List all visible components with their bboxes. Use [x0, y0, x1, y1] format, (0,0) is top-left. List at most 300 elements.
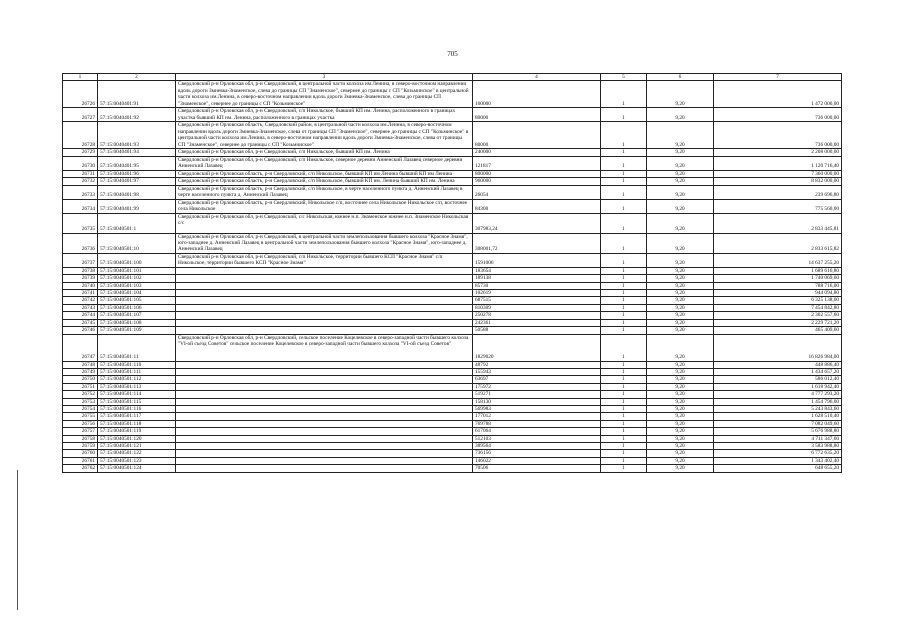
location-description	[176, 442, 473, 449]
total-value: 239 696,80	[714, 185, 842, 199]
cadastral-number: 57:15:0040501:109	[98, 327, 176, 334]
area-value: 85730	[473, 282, 601, 289]
table-body	[63, 74, 842, 473]
area-value: 146022	[473, 457, 601, 464]
total-value: 5 243 843,60	[714, 405, 842, 412]
row-number: 26740	[63, 282, 98, 289]
column-5-value: 1	[601, 420, 647, 427]
area-value: 1591006	[473, 253, 601, 267]
cadastral-number: 57:15:0040401:96	[98, 170, 176, 177]
column-5-value: 1	[601, 428, 647, 435]
rate-value: 9,20	[647, 413, 714, 420]
total-value: 1 454 796,00	[714, 398, 842, 405]
area-value: 736156	[473, 450, 601, 457]
rate-value: 9,20	[647, 290, 714, 297]
area-value: 175972	[473, 383, 601, 390]
table-row	[63, 233, 842, 253]
cadastral-number: 57:15:0040501:110	[98, 361, 176, 368]
table-row	[63, 327, 842, 334]
row-number: 26730	[63, 156, 98, 170]
table-row	[63, 420, 842, 427]
table-row	[63, 391, 842, 398]
total-value: 7 082 049,60	[714, 420, 842, 427]
column-5-value: 1	[601, 398, 647, 405]
cadastral-number: 57:15:0040401:99	[98, 199, 176, 213]
column-5-value: 1	[601, 319, 647, 326]
column-5-value: 1	[601, 170, 647, 177]
table-row	[63, 368, 842, 375]
rate-value: 9,20	[647, 327, 714, 334]
area-value: 155943	[473, 368, 601, 375]
column-5-value: 1	[601, 457, 647, 464]
header-cell: 6	[647, 74, 714, 81]
row-number: 26743	[63, 304, 98, 311]
table-row	[63, 383, 842, 390]
rate-value: 9,20	[647, 442, 714, 449]
cadastral-number: 57:15:0040501:108	[98, 319, 176, 326]
total-value: 648 655,20	[714, 465, 842, 472]
cadastral-number: 57:15:0040501:116	[98, 405, 176, 412]
location-description: Свердловский р-н Орловская обл, р-н Свердловский, с/п Никольское, территории бывшего КСП "Красное Знамя" с/п Никольское, территории бывшего КСП "Красное Знамя"	[176, 253, 473, 267]
column-5-value: 1	[601, 376, 647, 383]
area-value: 70506	[473, 465, 601, 472]
rate-value: 9,20	[647, 368, 714, 375]
location-description: Свердловский р-н Орловская обл, р-н Свердловский, сельское поселение Коцелевское в северо-западной части бывшего колхоза "VI-ой съезд Советов" сельское поселение Коцелевское в северо-западной части бывшего колхоза "VI-ой съезд Советов"	[176, 334, 473, 361]
header-cell: 1	[63, 74, 98, 81]
column-5-value: 1	[601, 267, 647, 274]
location-description	[176, 398, 473, 405]
row-number: 26736	[63, 233, 98, 253]
rate-value: 9,20	[647, 391, 714, 398]
location-description	[176, 327, 473, 334]
table-row	[63, 178, 842, 185]
total-value: 1 434 657,20	[714, 368, 842, 375]
location-description: Свердловский р-н Орловская область, р-н Свердловский, с/п Никольское, в черте населенного пункта д. Анненский Лазавец в черте населенного пункта д. Анненский Лазавец	[176, 185, 473, 199]
total-value: 4 711 347,60	[714, 435, 842, 442]
rate-value: 9,20	[647, 435, 714, 442]
table-row	[63, 465, 842, 472]
row-number: 26726	[63, 81, 98, 108]
column-5-value: 1	[601, 413, 647, 420]
row-number: 26759	[63, 442, 98, 449]
row-number: 26741	[63, 290, 98, 297]
location-description	[176, 319, 473, 326]
column-5-value: 1	[601, 156, 647, 170]
total-value: 3 583 988,80	[714, 442, 842, 449]
total-value: 2 208 000,00	[714, 149, 842, 156]
area-value: 160000	[473, 81, 601, 108]
total-value: 944 094,80	[714, 290, 842, 297]
cadastral-number: 57:15:0040501:117	[98, 413, 176, 420]
rate-value: 9,20	[647, 450, 714, 457]
rate-value: 9,20	[647, 304, 714, 311]
location-description	[176, 297, 473, 304]
table-row	[63, 170, 842, 177]
location-description	[176, 304, 473, 311]
cadastral-number: 57:15:0040501:100	[98, 253, 176, 267]
header-cell: 5	[601, 74, 647, 81]
cadastral-number: 57:15:0040501:103	[98, 282, 176, 289]
table-row	[63, 199, 842, 213]
rate-value: 9,20	[647, 122, 714, 149]
row-number: 26746	[63, 327, 98, 334]
table-row	[63, 442, 842, 449]
location-description: Свердловский р-н Орловская область, р-н Свердловский, Никольское с/п, восточнее села Никольское Никольское с/п, восточнее села Никольское	[176, 199, 473, 213]
row-number: 26729	[63, 149, 98, 156]
row-number: 26727	[63, 108, 98, 122]
row-number: 26733	[63, 185, 98, 199]
cadastral-number: 57:15:0040501:105	[98, 297, 176, 304]
area-value: 189138	[473, 275, 601, 282]
table-row	[63, 334, 842, 361]
rate-value: 9,20	[647, 178, 714, 185]
cadastral-number: 57:15:0040501:118	[98, 420, 176, 427]
area-value: 960000	[473, 178, 601, 185]
area-value: 240000	[473, 149, 601, 156]
table-row	[63, 376, 842, 383]
total-value: 6 772 635,20	[714, 450, 842, 457]
cadastral-number: 57:15:0040501:112	[98, 376, 176, 383]
table-row	[63, 319, 842, 326]
area-value: 569983	[473, 405, 601, 412]
row-number: 26737	[63, 253, 98, 267]
total-value: 1 120 716,40	[714, 156, 842, 170]
cadastral-number: 57:15:0040501:122	[98, 450, 176, 457]
cadastral-number: 57:15:0040501:114	[98, 391, 176, 398]
rate-value: 9,20	[647, 297, 714, 304]
location-description	[176, 368, 473, 375]
rate-value: 9,20	[647, 420, 714, 427]
location-description	[176, 391, 473, 398]
area-value: 687515	[473, 297, 601, 304]
row-number: 26756	[63, 420, 98, 427]
row-number: 26728	[63, 122, 98, 149]
location-description: Свердловский р-н Орловская обл, р-н Свердловский, с/п Никольское, бывший КП им. Ленина	[176, 149, 473, 156]
cadastral-number: 57:15:0040501:102	[98, 275, 176, 282]
total-value: 7 454 842,80	[714, 304, 842, 311]
table-row	[63, 185, 842, 199]
column-5-value: 1	[601, 81, 647, 108]
row-number: 26742	[63, 297, 98, 304]
location-description	[176, 435, 473, 442]
area-value: 519271	[473, 391, 601, 398]
location-description	[176, 420, 473, 427]
total-value: 788 716,00	[714, 282, 842, 289]
location-description: Свердловский р-н Орловская обл, р-н Свердловский, в центральной части землепользования бывшего колхоза "Красное Знамя", юго-западнее д. Анненский Лазавец в центральной части землепользования бывшего колхоза "Красное Знамя", юго-западнее д. Анненский Лазавец	[176, 233, 473, 253]
column-5-value: 1	[601, 122, 647, 149]
area-value: 63697	[473, 376, 601, 383]
total-value: 1 740 069,60	[714, 275, 842, 282]
table-row	[63, 312, 842, 319]
total-value: 8 832 000,00	[714, 178, 842, 185]
area-value: 769788	[473, 420, 601, 427]
rate-value: 9,20	[647, 383, 714, 390]
area-value: 512103	[473, 435, 601, 442]
row-number: 26739	[63, 275, 98, 282]
column-5-value: 1	[601, 465, 647, 472]
area-value: 389564	[473, 442, 601, 449]
total-value: 6 325 138,00	[714, 297, 842, 304]
table-row	[63, 81, 842, 108]
rate-value: 9,20	[647, 267, 714, 274]
registry-table	[62, 73, 842, 473]
location-description: Свердловский р-н Орловская область, Свердловский район, в центральной части колхоза им.Ленина, в северо-восточном направлении вдоль дороги Змиевка-Знаменское, слева от границы СП "Знаменское", севернее до границы с СП "Козьминское" в центральной части колхоза им.Ленина, в северо-восточном направлении вдоль дороги Змиевка-Знаменское, слева от границы СП "Знаменское", севернее до границы с СП "Козьминское"	[176, 122, 473, 149]
location-description	[176, 457, 473, 464]
row-number: 26762	[63, 465, 98, 472]
column-5-value: 1	[601, 312, 647, 319]
column-5-value: 1	[601, 108, 647, 122]
column-5-value: 1	[601, 391, 647, 398]
row-number: 26758	[63, 435, 98, 442]
location-description	[176, 290, 473, 297]
row-number: 26750	[63, 376, 98, 383]
table-row	[63, 253, 842, 267]
column-5-value: 1	[601, 178, 647, 185]
cadastral-number: 57:15:0040501:1	[98, 213, 176, 233]
row-number: 26732	[63, 178, 98, 185]
column-5-value: 1	[601, 450, 647, 457]
location-description	[176, 312, 473, 319]
row-number: 26752	[63, 391, 98, 398]
area-value: 121817	[473, 156, 601, 170]
row-number: 26738	[63, 267, 98, 274]
area-value: 50588	[473, 327, 601, 334]
rate-value: 9,20	[647, 376, 714, 383]
total-value: 736 000,00	[714, 108, 842, 122]
column-5-value: 1	[601, 297, 647, 304]
header-cell: 7	[714, 74, 842, 81]
total-value: 2 833 615,82	[714, 233, 842, 253]
row-number: 26744	[63, 312, 98, 319]
table-row	[63, 361, 842, 368]
row-number: 26760	[63, 450, 98, 457]
table-row	[63, 213, 842, 233]
column-5-value: 1	[601, 275, 647, 282]
area-value: 242361	[473, 319, 601, 326]
table-row	[63, 405, 842, 412]
rate-value: 9,20	[647, 253, 714, 267]
table-row	[63, 304, 842, 311]
column-5-value: 1	[601, 213, 647, 233]
location-description: Свердловский р-н Орловская обл, р-н Свердловский, с/п Никольское, бывший КП им. Ленина, расположенного в границах участка бывший КП им. Ленина, расположенного в границах участка	[176, 108, 473, 122]
margin-line	[17, 470, 18, 610]
header-cell: 2	[98, 74, 176, 81]
column-5-value: 1	[601, 185, 647, 199]
table-row	[63, 267, 842, 274]
rate-value: 9,20	[647, 199, 714, 213]
cadastral-number: 57:15:0040501:119	[98, 428, 176, 435]
table-row	[63, 122, 842, 149]
total-value: 1 472 000,00	[714, 81, 842, 108]
column-5-value: 1	[601, 361, 647, 368]
total-value: 465 409,60	[714, 327, 842, 334]
cadastral-number: 57:15:0040401:94	[98, 149, 176, 156]
row-number: 26734	[63, 199, 98, 213]
total-value: 1 628 510,40	[714, 413, 842, 420]
table-row	[63, 297, 842, 304]
table-row	[63, 450, 842, 457]
row-number: 26749	[63, 368, 98, 375]
location-description: Свердловский р-н Орловская обл, р-н Свердловский, в центральной части колхоза им.Ленина, в северо-восточном направлении вдоль дороги Змиевка-Знаменское, слева до границы СП "Знаменское", севернее до границы с СП "Козьминское" в центральной части колхоза им.Ленина, в северо-восточном направлении вдоль дороги Змиевка-Знаменское, слева до границы СП "Знаменское", севернее до границы с СП "Козьминское"	[176, 81, 473, 108]
column-5-value: 1	[601, 304, 647, 311]
table-row	[63, 457, 842, 464]
total-value: 736 000,00	[714, 122, 842, 149]
total-value: 4 777 293,20	[714, 391, 842, 398]
total-value: 2 302 557,60	[714, 312, 842, 319]
row-number: 26757	[63, 428, 98, 435]
cadastral-number: 57:15:0040501:106	[98, 304, 176, 311]
location-description	[176, 405, 473, 412]
rate-value: 9,20	[647, 428, 714, 435]
column-5-value: 1	[601, 233, 647, 253]
cadastral-number: 57:15:0040401:97	[98, 178, 176, 185]
area-value: 177012	[473, 413, 601, 420]
cadastral-number: 57:15:0040501:11	[98, 334, 176, 361]
area-value: 80000	[473, 122, 601, 149]
total-value: 775 560,00	[714, 199, 842, 213]
total-value: 2 229 721,20	[714, 319, 842, 326]
cadastral-number: 57:15:0040401:98	[98, 185, 176, 199]
column-5-value: 1	[601, 327, 647, 334]
column-5-value: 1	[601, 383, 647, 390]
area-value: 810309	[473, 304, 601, 311]
total-value: 448 886,40	[714, 361, 842, 368]
row-number: 26755	[63, 413, 98, 420]
cadastral-number: 57:15:0040501:121	[98, 442, 176, 449]
area-value: 800000	[473, 170, 601, 177]
row-number: 26754	[63, 405, 98, 412]
rate-value: 9,20	[647, 81, 714, 108]
total-value: 2 833 445,81	[714, 213, 842, 233]
location-description	[176, 413, 473, 420]
row-number: 26735	[63, 213, 98, 233]
column-5-value: 1	[601, 253, 647, 267]
location-description	[176, 465, 473, 472]
location-description	[176, 376, 473, 383]
rate-value: 9,20	[647, 361, 714, 368]
location-description: Свердловский р-н Орловская обл, р-н Свердловский, с/п Никольское, северное деревни Анненский Лазавец северное деревни Анненский Лазавец	[176, 156, 473, 170]
cadastral-number: 57:15:0040501:111	[98, 368, 176, 375]
header-cell: 3	[176, 74, 473, 81]
location-description	[176, 361, 473, 368]
total-value: 14 637 255,20	[714, 253, 842, 267]
cadastral-number: 57:15:0040401:92	[98, 108, 176, 122]
cadastral-number: 57:15:0040401:93	[98, 122, 176, 149]
rate-value: 9,20	[647, 275, 714, 282]
area-value: 158130	[473, 398, 601, 405]
area-value: 102619	[473, 290, 601, 297]
row-number: 26731	[63, 170, 98, 177]
area-value: 183654	[473, 267, 601, 274]
cadastral-number: 57:15:0040401:95	[98, 156, 176, 170]
column-5-value: 1	[601, 405, 647, 412]
row-number: 26753	[63, 398, 98, 405]
cadastral-number: 57:15:0040401:91	[98, 81, 176, 108]
location-description	[176, 450, 473, 457]
rate-value: 9,20	[647, 465, 714, 472]
table-row	[63, 290, 842, 297]
row-number: 26747	[63, 334, 98, 361]
page-number: 705	[447, 50, 458, 58]
table-row	[63, 398, 842, 405]
row-number: 26761	[63, 457, 98, 464]
column-5-value: 1	[601, 442, 647, 449]
cadastral-number: 57:15:0040501:120	[98, 435, 176, 442]
column-5-value: 1	[601, 149, 647, 156]
cadastral-number: 57:15:0040501:123	[98, 457, 176, 464]
total-value: 1 343 402,40	[714, 457, 842, 464]
cadastral-number: 57:15:0040501:124	[98, 465, 176, 472]
rate-value: 9,20	[647, 185, 714, 199]
location-description: Свердловский р-н Орловская обл, р-н Свердловский, с/с Никольская, южнее н.п. Знаменское южнее н.п. Знаменское Никольская с/с	[176, 213, 473, 233]
header-cell: 4	[473, 74, 601, 81]
rate-value: 9,20	[647, 457, 714, 464]
cadastral-number: 57:15:0040501:107	[98, 312, 176, 319]
total-value: 5 676 988,80	[714, 428, 842, 435]
location-description: Свердловский р-н Орловская область, р-н Свердловский, с/п Никольское, бывший КП им Ленина бывший КП им Ленина	[176, 170, 473, 177]
column-5-value: 1	[601, 334, 647, 361]
rate-value: 9,20	[647, 398, 714, 405]
location-description	[176, 267, 473, 274]
area-value: 1829020	[473, 334, 601, 361]
table-row	[63, 108, 842, 122]
column-5-value: 1	[601, 435, 647, 442]
rate-value: 9,20	[647, 233, 714, 253]
header-row	[63, 74, 842, 81]
total-value: 1 689 616,80	[714, 267, 842, 274]
rate-value: 9,20	[647, 319, 714, 326]
area-value: 307983,24	[473, 213, 601, 233]
area-value: 80000	[473, 108, 601, 122]
rate-value: 9,20	[647, 282, 714, 289]
column-5-value: 1	[601, 290, 647, 297]
location-description	[176, 428, 473, 435]
total-value: 7 360 000,00	[714, 170, 842, 177]
row-number: 26745	[63, 319, 98, 326]
rate-value: 9,20	[647, 312, 714, 319]
rate-value: 9,20	[647, 170, 714, 177]
location-description	[176, 275, 473, 282]
location-description	[176, 282, 473, 289]
row-number: 26748	[63, 361, 98, 368]
rate-value: 9,20	[647, 108, 714, 122]
area-value: 48792	[473, 361, 601, 368]
table-row	[63, 149, 842, 156]
cadastral-number: 57:15:0040501:115	[98, 398, 176, 405]
table-row	[63, 435, 842, 442]
column-5-value: 1	[601, 282, 647, 289]
table-row	[63, 413, 842, 420]
table-row	[63, 275, 842, 282]
table-row	[63, 428, 842, 435]
column-5-value: 1	[601, 368, 647, 375]
area-value: 617064	[473, 428, 601, 435]
area-value: 250278	[473, 312, 601, 319]
total-value: 16 826 984,00	[714, 334, 842, 361]
rate-value: 9,20	[647, 156, 714, 170]
column-5-value: 1	[601, 199, 647, 213]
cadastral-number: 57:15:0040501:10	[98, 233, 176, 253]
rate-value: 9,20	[647, 213, 714, 233]
rate-value: 9,20	[647, 149, 714, 156]
total-value: 1 618 942,40	[714, 383, 842, 390]
area-value: 84300	[473, 199, 601, 213]
table-row	[63, 282, 842, 289]
row-number: 26751	[63, 383, 98, 390]
table-row	[63, 156, 842, 170]
area-value: 308001,72	[473, 233, 601, 253]
cadastral-number: 57:15:0040501:101	[98, 267, 176, 274]
